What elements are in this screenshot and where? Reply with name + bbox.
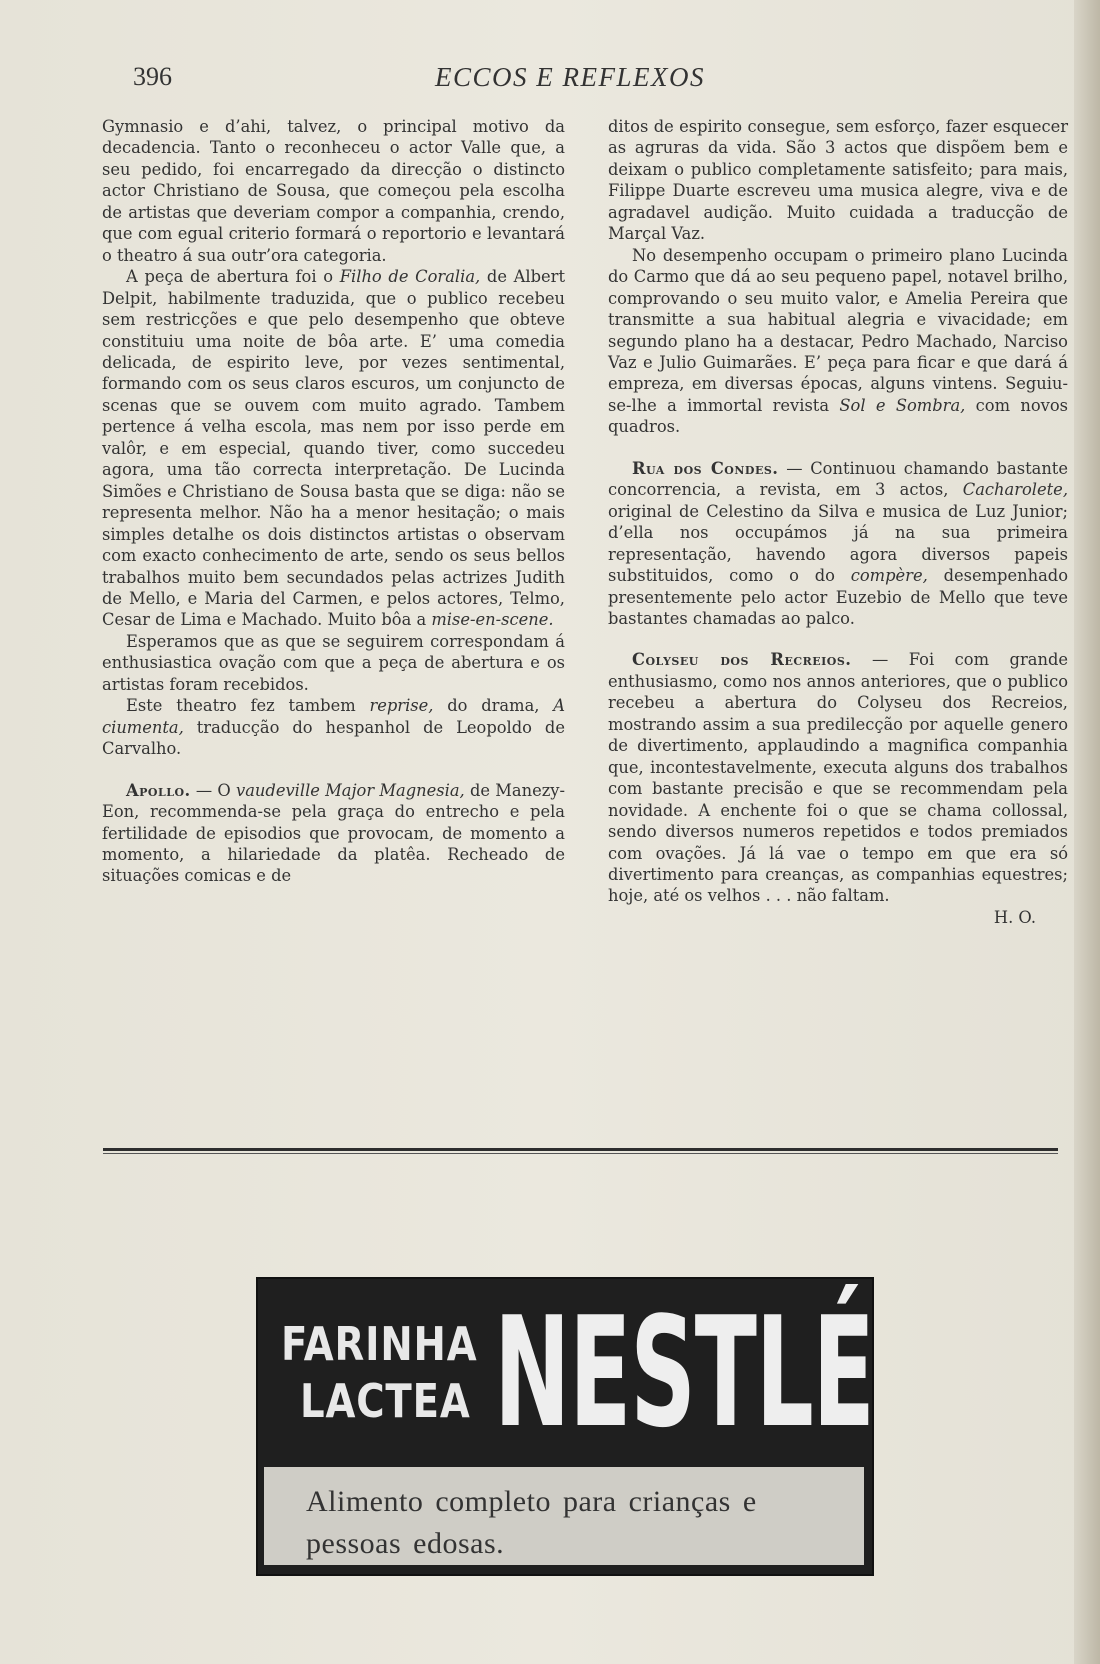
paragraph: Gymnasio e d’ahi, talvez, o principal motivo da decadencia. Tanto o reconheceu o actor Valle que, a seu pedido, foi encarregado da direcção o distincto actor Christiano de Sousa, que começou pela escolha de artistas que deveriam compor a companhia, crendo, que com egual criterio formará o reportorio e levantará o theatro á sua outr’ora categoria. [102, 117, 565, 265]
page-number: 396 [133, 62, 172, 91]
ad-product-line1: FARINHA [281, 1317, 478, 1371]
ad-tagline: Alimento completo para crianças e pessoas edosas. [306, 1485, 757, 1560]
nestle-advertisement [256, 1277, 874, 1576]
italic-term: reprise, [369, 696, 434, 716]
section-colyseu: Colyseu dos Recreios. — Foi com grande enthusiasmo, como nos annos anteriores, que o publico recebeu a abertura do Colyseu dos Recreios, mostrando assim a sua predilecção por aquelle genero de divertimento, applaudindo a magnifica companhia que, incontestavelmente, executa alguns dos trabalhos com bastante precisão e que se recommendam pela novidade. A enchente foi o que se chama collossal, sendo diversos numeros repetidos e todos premiados com ovações. Já lá vae o tempo em que era só divertimento para creanças, as companhias equestres; hoje, até os velhos . . . não faltam. [608, 650, 1068, 906]
section-rua-dos-condes: Rua dos Condes. — Continuou chamando bastante concorrencia, a revista, em 3 actos, Cacharolete, original de Celestino da Silva e musica de Luz Junior; d’ella nos occupámos já na sua primeira representação, havendo agora diversos papeis substituidos, como o do compère, desempenhado presentemente pelo actor Euzebio de Mello que teve bastantes chamadas ao palco. [608, 458, 1069, 628]
author-signature: H. O. [993, 907, 1036, 927]
ad-banner [258, 1279, 872, 1463]
italic-term: mise-en-scene. [431, 610, 554, 630]
ad-product-line2: LACTEA [300, 1374, 471, 1428]
divider-rule [103, 1148, 1058, 1151]
paragraph: Esperamos que as que se seguirem correspondam á enthusiastica ovação com que a peça de abertura e os artistas foram recebidos. [102, 631, 565, 694]
play-title: vaudeville Major Magnesia, [236, 780, 465, 800]
divider-rule-thin [103, 1153, 1058, 1154]
running-title: ECCOS E REFLEXOS [435, 62, 705, 92]
page-spine-shadow [1074, 0, 1100, 1664]
section-heading: Apollo. [126, 780, 191, 800]
italic-term: compère, [850, 566, 928, 586]
play-title: Sol e Sombra, [839, 395, 966, 415]
right-column [608, 116, 1068, 928]
paragraph: ditos de espirito consegue, sem esforço, fazer esquecer as agruras da vida. São 3 actos que dispõem bem e deixam o publico completamente satisfeito; para mais, Filippe Duarte escreveu uma musica alegre, viva e de agradavel audição. Muito cuidada a traducção de Marçal Vaz. [608, 117, 1068, 244]
play-title: A ciumenta, [102, 696, 566, 737]
ad-brand-name: NESTLÉ [494, 1284, 874, 1461]
ad-tagline-panel [264, 1467, 864, 1565]
play-title: Cacharolete, [962, 480, 1068, 500]
section-heading: Rua dos Condes. [632, 458, 779, 478]
page-header [0, 58, 1100, 98]
paragraph: No desempenho occupam o primeiro plano Lucinda do Carmo que dá ao seu pequeno papel, notavel brilho, comprovando o seu muito valor, e Amelia Pereira que transmitte a sua habitual alegria e vivacidade; em segundo plano ha a destacar, Pedro Machado, Narciso Vaz e Julio Guimarães. E’ peça para ficar e que dará á empreza, em diversas épocas, alguns vintens. Seguiu-se-lhe a immortal revista Sol e Sombra, com novos quadros. [608, 245, 1068, 437]
section-heading: Colyseu dos Recreios. [632, 650, 852, 670]
play-title: Filho de Coralia, [339, 267, 481, 287]
section-apollo: Apollo. — O vaudeville Major Magnesia, de Manezy-Eon, recommenda-se pela graça do entrecho e pela fertilidade de episodios que provocam, de momento a momento, a hilariedade da platêa. Recheado de situações comicas e de [102, 780, 566, 886]
left-column [102, 116, 565, 887]
paragraph: Este theatro fez tambem reprise, do drama, A ciumenta, traducção do hespanhol de Leopoldo de Carvalho. [102, 696, 566, 759]
paragraph: A peça de abertura foi o Filho de Coralia, de Albert Delpit, habilmente traduzida, que o publico recebeu sem restricções e que pelo desempenho que obteve constituiu uma noite de bôa arte. E’ uma comedia delicada, de espirito leve, por vezes sentimental, formando com os seus claros escuros, um conjuncto de scenas que se ouvem com muito agrado. Tambem pertence á velha escola, mas nem por isso perde em valôr, e em especial, quando tiver, como succedeu agora, uma tão correcta interpretação. De Lucinda Simões e Christiano de Sousa basta que se diga: não se representa melhor. Não ha a menor hesitação; o mais simples detalhe os dois distinctos artistas o observam com exacto conhecimento de arte, sendo os seus bellos trabalhos muito bem secundados pelas actrizes Judith de Mello, e Maria del Carmen, e pelos actores, Telmo, Cesar de Lima e Machado. Muito bôa a mise-en-scene. [102, 267, 565, 630]
